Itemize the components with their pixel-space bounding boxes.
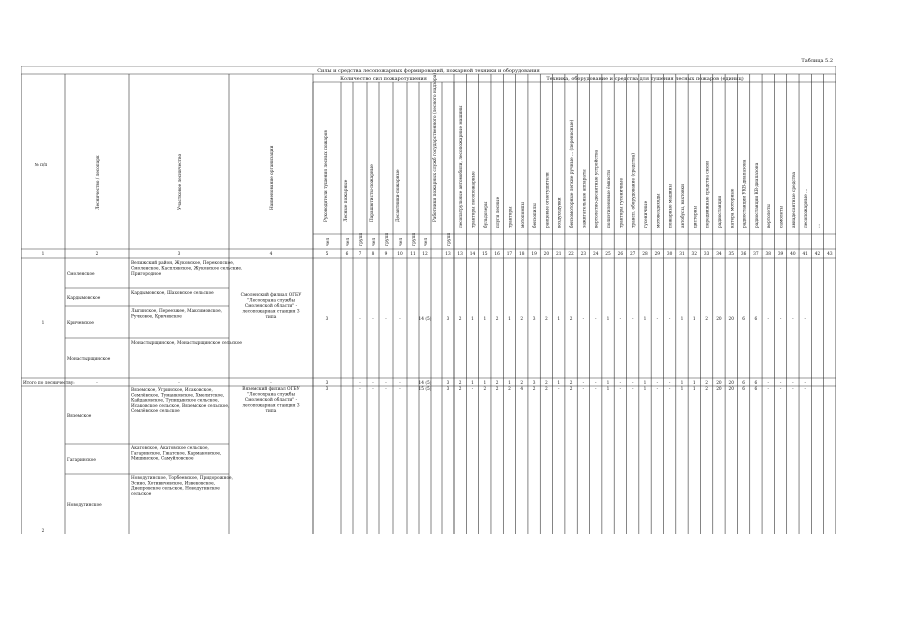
row2-value: 2 bbox=[495, 387, 499, 392]
unit-label: групп bbox=[447, 232, 452, 246]
column-number: 4 bbox=[269, 252, 273, 257]
equipment-header: радиостанции УКВ-диапазона bbox=[742, 159, 748, 228]
equipment-header: трансп. оборудование (средства) bbox=[631, 153, 637, 228]
row2-value: 1 bbox=[692, 387, 696, 392]
total-value: 20 bbox=[728, 381, 734, 386]
equipment-header: катера моторные bbox=[730, 188, 736, 228]
organization-name: лесопожарная станция 3 bbox=[242, 309, 300, 315]
row1-value: 20 bbox=[728, 317, 734, 322]
forestry-name: Гагаринское bbox=[67, 458, 96, 463]
row1-value: 1 bbox=[680, 317, 684, 322]
column-number: 19 bbox=[531, 252, 537, 257]
equipment-header: тракторы bbox=[508, 206, 514, 228]
row1-value: 1 bbox=[692, 317, 696, 322]
row1-value: - bbox=[582, 317, 585, 322]
row2-value: 2 bbox=[532, 387, 536, 392]
column-number: 42 bbox=[814, 252, 821, 257]
column-number: 2 bbox=[95, 252, 99, 257]
column-number: 23 bbox=[580, 252, 587, 257]
total-value: 2 bbox=[495, 381, 499, 386]
forestry-name: Монастырщинское bbox=[67, 357, 111, 362]
district-list: Лыгинское, Переезжее, Максимовское, bbox=[131, 309, 223, 314]
district-list: Мишинское, Самуйловское bbox=[131, 456, 194, 462]
organization-name: "Лесоохрана службы bbox=[247, 392, 295, 398]
column-number: 31 bbox=[679, 252, 685, 257]
column-number: 36 bbox=[740, 252, 747, 257]
column-number: 35 bbox=[728, 252, 734, 257]
column-number: 13 bbox=[457, 252, 463, 257]
total-dash: - bbox=[270, 381, 272, 386]
row1-value: - bbox=[668, 317, 671, 322]
total-value: 1 bbox=[606, 381, 610, 386]
equipment-header: зажигательные аппараты bbox=[582, 169, 588, 228]
row2-value: - bbox=[594, 387, 597, 392]
row1-value: 2 bbox=[458, 317, 462, 322]
total-value: 3 bbox=[532, 381, 536, 386]
column-number: 9 bbox=[384, 252, 388, 257]
row2-value: - bbox=[359, 387, 361, 392]
row2-value: 2 bbox=[569, 387, 573, 392]
column-number: 24 bbox=[592, 252, 599, 257]
staff-header: Лесные пожарные bbox=[344, 179, 349, 222]
row2-value: 20 bbox=[728, 387, 734, 392]
total-value: 1 bbox=[557, 381, 561, 386]
equipment-header: ... bbox=[816, 223, 822, 228]
district-list: Гагаринское, Гжатское, Кармановское, bbox=[131, 451, 222, 457]
equipment-header: передвижные средства связи bbox=[705, 161, 711, 228]
column-number: 16 bbox=[494, 252, 500, 257]
column-number: 38 bbox=[765, 252, 771, 257]
district-list: Исаковское сельское, Вяземское сельское, bbox=[131, 403, 230, 409]
equipment-header: мотопомпы bbox=[520, 202, 526, 228]
row2-value: 1 bbox=[643, 387, 647, 392]
equipment-header: радиостанции bbox=[717, 195, 723, 228]
row1-value: 3 bbox=[446, 317, 450, 322]
row2-value: - bbox=[372, 387, 374, 392]
total-value: 1 bbox=[680, 381, 684, 386]
column-number: 1 bbox=[41, 252, 45, 257]
row2-value: 20 bbox=[716, 387, 722, 392]
column-number: 11 bbox=[410, 252, 416, 257]
total-value: 20 bbox=[716, 381, 722, 386]
equipment-group-header: Техника, оборудование и средства для тушения лесных пожаров (единиц) bbox=[546, 76, 744, 82]
equipment-header: гусеничные bbox=[644, 200, 649, 228]
total-value: 1 bbox=[471, 381, 474, 386]
district-list: сельское bbox=[131, 491, 152, 497]
row2-value: - bbox=[668, 387, 671, 392]
organization-name: Вяземский филиал ОГБУ bbox=[242, 387, 300, 392]
total-value: 1 bbox=[508, 381, 511, 386]
column-number: 10 bbox=[397, 252, 403, 257]
total-value: - bbox=[372, 381, 374, 386]
row2-value: - bbox=[471, 387, 474, 392]
column-number: 40 bbox=[790, 252, 796, 257]
forestry-name: Кричевское bbox=[67, 321, 94, 326]
row1-value: 14 (5) bbox=[418, 317, 432, 322]
total-value: 2 bbox=[520, 381, 524, 386]
total-dash: - bbox=[178, 381, 180, 386]
column-number: 27 bbox=[629, 252, 636, 257]
total-value: - bbox=[792, 381, 794, 386]
equipment-header: бензопилы bbox=[533, 203, 539, 228]
column-number: 13 bbox=[445, 252, 451, 257]
column-number: 8 bbox=[371, 252, 375, 257]
staff-group-header: Количество сил пожаротушения bbox=[340, 76, 427, 82]
organization-name: типа bbox=[265, 315, 277, 320]
row2-value: - bbox=[582, 387, 585, 392]
row-number: 2 bbox=[41, 529, 45, 534]
district-list: Семлёвское, Туманковское, Хмелитское, bbox=[131, 393, 225, 399]
row1-value: 2 bbox=[545, 317, 548, 322]
organization-name: "Лесоохрана службы bbox=[247, 298, 295, 304]
staff-header: Руководители тушения лесных пожаров bbox=[324, 130, 329, 222]
column-number: 34 bbox=[716, 252, 722, 257]
column-number: 28 bbox=[642, 252, 648, 257]
row1-value: - bbox=[631, 317, 634, 322]
row1-value: - bbox=[359, 317, 361, 322]
row1-value: - bbox=[656, 317, 659, 322]
row2-value: 6 bbox=[754, 387, 758, 392]
district-list: Новодугинское, Торбеевское, Придорожное, bbox=[131, 476, 233, 481]
column-number: 37 bbox=[753, 252, 759, 257]
row1-value: 1 bbox=[483, 317, 487, 322]
forces-table bbox=[21, 66, 836, 534]
total-value: 2 bbox=[458, 381, 462, 386]
staff-header: Парашютисты-пожарные bbox=[370, 164, 375, 222]
equipment-header: полиэтиленовые ёмкости bbox=[607, 170, 613, 228]
staff-header: Десантники-пожарные bbox=[396, 169, 401, 222]
total-value: - bbox=[804, 381, 806, 386]
total-value: - bbox=[767, 381, 769, 386]
row2-value: 2 bbox=[705, 387, 708, 392]
district-list: Смоленское, Касплянское, Жуковское сельские. bbox=[131, 266, 243, 272]
district-list: Вяземское, Угринское, Исаковское, bbox=[131, 388, 213, 393]
row1-value: 2 bbox=[495, 317, 499, 322]
row2-value: 6 bbox=[742, 387, 745, 392]
row1-value: 6 bbox=[742, 317, 745, 322]
unit-label: групп bbox=[359, 232, 364, 246]
equipment-header: тракторы лесопожарные bbox=[471, 171, 477, 228]
row2-value: - bbox=[656, 387, 659, 392]
total-value: - bbox=[582, 381, 585, 386]
total-value: 2 bbox=[705, 381, 708, 386]
total-value: - bbox=[779, 381, 782, 386]
row1-value: 6 bbox=[754, 317, 758, 322]
column-number: 17 bbox=[506, 252, 513, 257]
row2-value: 1 bbox=[606, 387, 610, 392]
column-number: 3 bbox=[177, 252, 181, 257]
column-number: 21 bbox=[556, 252, 562, 257]
total-label: Итого по лесничеству: bbox=[23, 381, 75, 386]
column-number: 5 bbox=[325, 252, 329, 257]
equipment-header: воздуходувки bbox=[557, 197, 563, 228]
unit-label: чел bbox=[372, 237, 377, 246]
equipment-header: автобусы, вахтовки bbox=[680, 184, 686, 228]
total-value: 6 bbox=[754, 381, 758, 386]
equipment-header: цистерны bbox=[693, 206, 699, 228]
unit-label: чел bbox=[346, 237, 351, 246]
district-list: Пригородное bbox=[131, 272, 162, 277]
column-number: 33 bbox=[703, 252, 710, 257]
total-value: 3 bbox=[446, 381, 450, 386]
organization-name: типа bbox=[265, 409, 277, 414]
column-number: 12 bbox=[422, 252, 428, 257]
district-list: Кардымовское, Шаховское сельское bbox=[131, 291, 214, 296]
column-number: 22 bbox=[568, 252, 574, 257]
total-value: 1 bbox=[692, 381, 696, 386]
col-header-num: № п/п bbox=[34, 163, 48, 168]
total-value: 1 bbox=[643, 381, 647, 386]
row2-value: - bbox=[767, 387, 769, 392]
district-list: Семлёвское сельское bbox=[131, 409, 180, 415]
row1-value: - bbox=[767, 317, 769, 322]
total-value: 3 bbox=[325, 381, 329, 386]
unit-label: чел bbox=[424, 237, 429, 246]
total-value: - bbox=[656, 381, 659, 386]
row1-value: 3 bbox=[532, 317, 536, 322]
total-value: - bbox=[385, 381, 387, 386]
row1-value: - bbox=[399, 317, 401, 322]
row2-value: 15 (5) bbox=[418, 387, 432, 392]
equipment-header: лесопатрульные автомобили, лесопожарные машины bbox=[459, 105, 465, 228]
forestry-name: Вяземское bbox=[67, 414, 92, 419]
organization-name: Смоленской области" - bbox=[244, 304, 298, 309]
row2-value: 2 bbox=[508, 387, 511, 392]
total-value: 1 bbox=[483, 381, 487, 386]
row2-value: - bbox=[792, 387, 794, 392]
equipment-header: ранцевые огнетушители bbox=[545, 172, 551, 228]
column-number: 25 bbox=[605, 252, 611, 257]
equipment-header: вертолетно-десантные устройства bbox=[594, 149, 600, 228]
column-number: 14 bbox=[469, 252, 476, 257]
row2-value: 3 bbox=[325, 387, 329, 392]
district-list: Эсино, Хотивичевское, Извековское, bbox=[131, 481, 215, 487]
column-number: 39 bbox=[777, 252, 784, 257]
district-list: Монастырщинское, Монастырщинское сельское bbox=[131, 341, 242, 346]
row1-value: - bbox=[804, 317, 806, 322]
row1-value: 2 bbox=[705, 317, 708, 322]
district-list: Акатовское, Акатовское сельское, bbox=[131, 446, 209, 451]
row2-value: 2 bbox=[483, 387, 487, 392]
row2-value: 1 bbox=[680, 387, 684, 392]
equipment-header: радиостанции КВ-диапазона bbox=[754, 162, 760, 228]
equipment-header: авиадесантные средства bbox=[791, 171, 797, 228]
unit-label: чел bbox=[326, 237, 331, 246]
district-list: Ручковое, Кричевское bbox=[131, 314, 182, 320]
organization-name: лесопожарная станция 3 bbox=[242, 403, 300, 409]
total-value: - bbox=[399, 381, 401, 386]
row2-value: 4 bbox=[520, 387, 524, 392]
equipment-header: плуги лесные bbox=[496, 196, 502, 228]
column-number: 26 bbox=[617, 252, 624, 257]
row1-value: 1 bbox=[557, 317, 561, 322]
equipment-header: лесопожарные ... bbox=[804, 188, 810, 228]
total-value: 14 (5) bbox=[418, 381, 432, 386]
row-number: 1 bbox=[41, 321, 45, 326]
row1-value: 1 bbox=[643, 317, 647, 322]
row1-value: - bbox=[594, 317, 597, 322]
organization-name: Смоленской области" - bbox=[244, 398, 298, 403]
row1-value: 1 bbox=[606, 317, 610, 322]
total-dash: - bbox=[96, 381, 98, 386]
row2-value: - bbox=[385, 387, 387, 392]
forestry-name: Кардымовское bbox=[67, 296, 101, 301]
district-list: Днепровское сельское, Новодугинское bbox=[131, 486, 220, 492]
column-number: 43 bbox=[827, 252, 833, 257]
row1-value: - bbox=[372, 317, 374, 322]
total-value: - bbox=[668, 381, 671, 386]
column-number: 29 bbox=[654, 252, 661, 257]
total-value: - bbox=[619, 381, 622, 386]
row2-value: 2 bbox=[458, 387, 462, 392]
organization-name: Смоленский филиал ОГБУ bbox=[240, 293, 302, 298]
row2-value: - bbox=[631, 387, 634, 392]
row1-value: 20 bbox=[716, 317, 722, 322]
total-value: 6 bbox=[742, 381, 745, 386]
column-number: 15 bbox=[482, 252, 488, 257]
row1-value: - bbox=[385, 317, 387, 322]
col-header-district: Участковое лесничество bbox=[178, 153, 183, 210]
total-value: 2 bbox=[569, 381, 573, 386]
column-number: 41 bbox=[802, 252, 808, 257]
row2-value: 2 bbox=[545, 387, 548, 392]
row2-value: - bbox=[399, 387, 401, 392]
equipment-header: бульдозеры bbox=[483, 201, 489, 228]
table-title: Силы и средства лесопожарных формирований, пожарной техники и оборудования bbox=[317, 68, 540, 74]
table-number: Таблица 5.2 bbox=[801, 58, 833, 64]
column-number: 7 bbox=[358, 252, 362, 257]
forestry-name: Смоленское bbox=[67, 272, 95, 277]
district-list: Велижский район, Жуковское, Перекопское, bbox=[131, 261, 235, 266]
row1-value: 1 bbox=[471, 317, 474, 322]
equipment-header: бензомоторные легкие ручные ... (переносные) bbox=[570, 119, 576, 228]
staff-header: Работники пожарных служб государственного (лесного надзора) bbox=[433, 72, 438, 222]
equipment-header: самолеты bbox=[779, 206, 785, 228]
equipment-header: вертолеты bbox=[767, 204, 773, 228]
forestry-name: Новодугинское bbox=[67, 503, 102, 508]
row2-value: - bbox=[804, 387, 806, 392]
row2-value: - bbox=[558, 387, 560, 392]
column-number: 32 bbox=[691, 252, 698, 257]
equipment-header: пожарные машины bbox=[668, 184, 674, 228]
column-number: 20 bbox=[543, 252, 550, 257]
unit-label: групп bbox=[385, 232, 390, 246]
row2-value: 3 bbox=[446, 387, 450, 392]
equipment-header: мотовездеходы bbox=[656, 193, 662, 228]
total-value: - bbox=[359, 381, 361, 386]
total-value: 2 bbox=[545, 381, 548, 386]
equipment-header: тракторы гусеничные bbox=[619, 178, 625, 228]
unit-label: групп bbox=[412, 232, 417, 246]
row1-value: 2 bbox=[520, 317, 524, 322]
row1-value: 1 bbox=[508, 317, 511, 322]
total-value: - bbox=[631, 381, 634, 386]
column-number: 30 bbox=[666, 252, 673, 257]
row1-value: 2 bbox=[569, 317, 573, 322]
unit-label: чел bbox=[399, 237, 404, 246]
row1-value: - bbox=[779, 317, 782, 322]
col-header-org: Наименование организации bbox=[270, 145, 275, 210]
col-header-forestry: Лесничество / лесопарк bbox=[96, 155, 101, 210]
district-list: Кайдаковское, Тупицынское сельское, bbox=[131, 398, 219, 404]
row1-value: - bbox=[619, 317, 622, 322]
row1-value: 3 bbox=[325, 317, 329, 322]
total-value: - bbox=[594, 381, 597, 386]
column-number: 18 bbox=[519, 252, 525, 257]
row2-value: - bbox=[779, 387, 782, 392]
row1-value: - bbox=[792, 317, 794, 322]
column-number: 6 bbox=[345, 252, 349, 257]
row2-value: - bbox=[619, 387, 622, 392]
